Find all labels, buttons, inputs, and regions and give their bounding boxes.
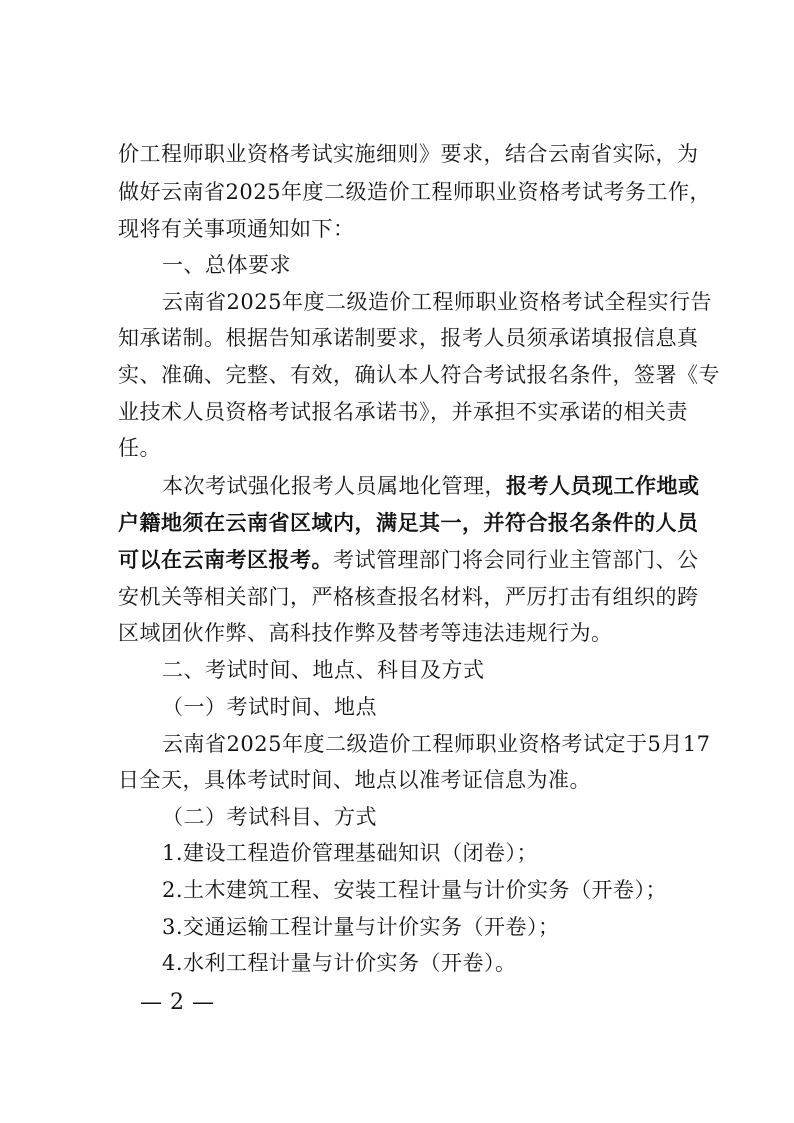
- paragraph-text: 本次考试强化报考人员属地化管理，: [162, 474, 506, 498]
- paragraph-line: [118, 545, 699, 575]
- list-item: 2.土木建筑工程、安装工程计量与计价实务（开卷）；: [162, 878, 668, 902]
- section-heading: 二、考试时间、地点、科目及方式: [162, 658, 485, 682]
- list-item: 3.交通运输工程计量与计价实务（开卷）；: [162, 915, 560, 939]
- paragraph-line: 云南省2025年度二级造价工程师职业资格考试定于5月17: [162, 732, 711, 756]
- page-number: — 2 —: [140, 990, 215, 1015]
- paragraph-line: 现将有关事项通知如下：: [118, 217, 355, 241]
- paragraph-line: 知承诺制。根据告知承诺制要求，报考人员须承诺填报信息真: [118, 326, 699, 350]
- paragraph-line: 做好云南省2025年度二级造价工程师职业资格考试考务工作，: [118, 180, 711, 204]
- paragraph-line: 价工程师职业资格考试实施细则》要求，结合云南省实际，为: [118, 142, 699, 166]
- list-item: 1.建设工程造价管理基础知识（闭卷）；: [162, 841, 539, 865]
- paragraph-line: 日全天，具体考试时间、地点以准考证信息为准。: [118, 768, 591, 792]
- paragraph-line: 实、准确、完整、有效，确认本人符合考试报名条件，签署《专: [118, 363, 720, 387]
- bold-text: 报考人员现工作地或: [506, 473, 700, 498]
- subsection-heading: （二）考试科目、方式: [162, 805, 377, 829]
- paragraph-line: 业技术人员资格考试报名承诺书》，并承担不实承诺的相关责: [118, 400, 688, 424]
- paragraph-text: 考试管理部门将会同行业主管部门、公: [333, 548, 699, 572]
- bold-line: 户籍地须在云南省区域内，满足其一，并符合报名条件的人员: [118, 510, 699, 535]
- list-item: 4.水利工程计量与计价实务（开卷）。: [162, 951, 517, 975]
- paragraph-line: 云南省2025年度二级造价工程师职业资格考试全程实行告: [162, 290, 712, 314]
- bold-text: 可以在云南考区报考。: [118, 547, 333, 572]
- section-heading: 一、总体要求: [162, 253, 291, 277]
- paragraph-line: 安机关等相关部门，严格核查报名材料，严厉打击有组织的跨: [118, 585, 699, 609]
- paragraph-line: 区域团伙作弊、高科技作弊及替考等违法违规行为。: [118, 621, 613, 645]
- subsection-heading: （一）考试时间、地点: [162, 695, 377, 719]
- paragraph-line: 任。: [118, 436, 161, 460]
- paragraph-line: [162, 471, 700, 501]
